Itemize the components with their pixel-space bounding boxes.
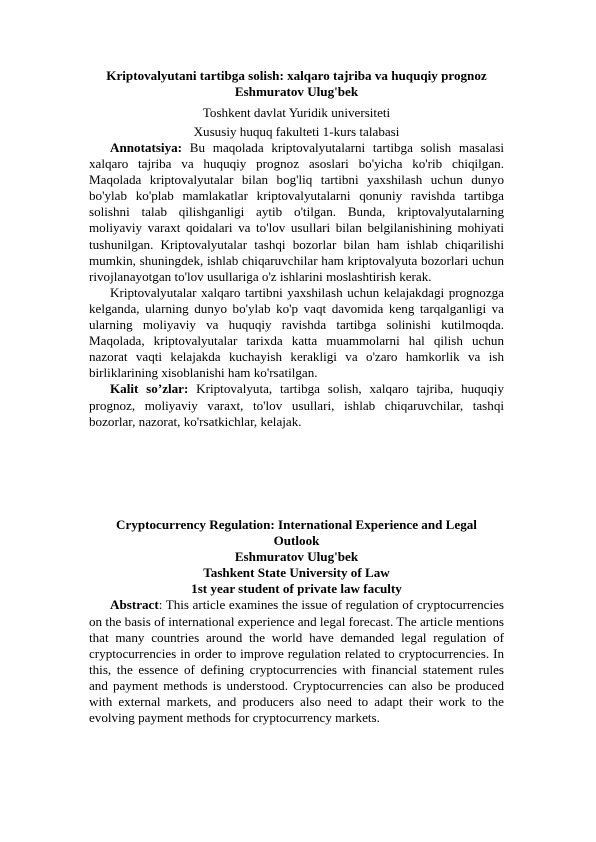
en-title: Cryptocurrency Regulation: International Experience and Legal Outlook [116, 517, 477, 549]
en-abstract [89, 597, 504, 726]
uz-keywords-label: Kalit so’zlar: [110, 381, 189, 397]
uz-keywords-text: Kriptovalyuta, tartibga solish, xalqaro tajriba, huquqiy prognoz, moliyaviy varaxt, to'lov usullari, ishlab chiqaruvchilar, tashqi bozorlar, nazorat, ko'rsatkichlar, kelajak. [89, 381, 504, 429]
en-abstract-text: : This article examines the issue of regulation of cryptocurrencies on the basis of international experience and legal forecast. The article mentions that many countries around the world have demanded legal regulation of cryptocurrencies in order to improve regulation related to cryptocurrencies. In this, the essence of defining cryptocurrencies with financial statement rules and payment methods is understood. Cryptocurrencies can also be produced with external markets, and producers also need to adapt their work to the evolving payment methods for cryptocurrency markets. [89, 597, 504, 726]
uz-abstract-text: Bu maqolada kriptovalyutalarni tartibga solish masalasi xalqaro tajriba va huquqiy prognoz asoslari bo'yicha ko'rib chiqilgan. Maqolada kriptovalyutalar bilan bog'liq tartibni yaxshilash uchun dunyo bo'ylab ko'plab mamlakatlar kriptovalyutalarni qonuniy ravishda tartibga solishni talab qilishganligi aytib o'tilgan. Bunda, kriptovalyutalarning moliyaviy varaxt qoidalari va to'lov usullari bilan belgilanishining mohiyati tushunilgan. Kriptovalyutalar tashqi bozorlar bilan ham ishlab chiqarilishi mumkin, shuningdek, ishlab chiqaruvchilar ham kriptovalyuta bozorlari uchun rivojlanayotgan to'lov usullariga o'z ishlarini moslashtirish kerak. [89, 140, 504, 284]
en-abstract-label: Abstract [110, 597, 159, 613]
uz-section [89, 68, 504, 430]
uz-abstract-label: Annotatsiya: [110, 140, 183, 155]
uz-paragraph-2: Kriptovalyutalar xalqaro tartibni yaxshilash uchun kelajakdagi prognozga kelganda, ularning dunyo bo'ylab ko'p vaqt davomida keng tarqalganligi va ularning moliyaviy va huquqiy ravishda tartibga solinishi kutilmoqda. Maqolada, kriptovalyutalar tarixda katta muammolarni hal qilish uchun nazorat vaqti kelajakda kuchayish kerakligi va o'zaro hamkorlik va ish birliklarining xisoblanishi ham ko'rsatilgan. [89, 284, 504, 381]
uz-abstract [89, 140, 504, 285]
uz-faculty: Xususiy huquq fakulteti 1-kurs talabasi [193, 124, 400, 139]
en-university: Tashkent State University of Law [203, 565, 390, 581]
en-faculty: 1st year student of private law faculty [191, 581, 402, 597]
uz-title: Kriptovalyutani tartibga solish: xalqaro tajriba va huquqiy prognoz [106, 68, 487, 83]
uz-author: Eshmuratov Ulug'bek [234, 84, 359, 99]
en-author: Eshmuratov Ulug'bek [234, 549, 359, 565]
en-section [89, 517, 504, 726]
uz-university: Toshkent davlat Yuridik universiteti [202, 105, 391, 120]
uz-keywords [89, 381, 504, 429]
